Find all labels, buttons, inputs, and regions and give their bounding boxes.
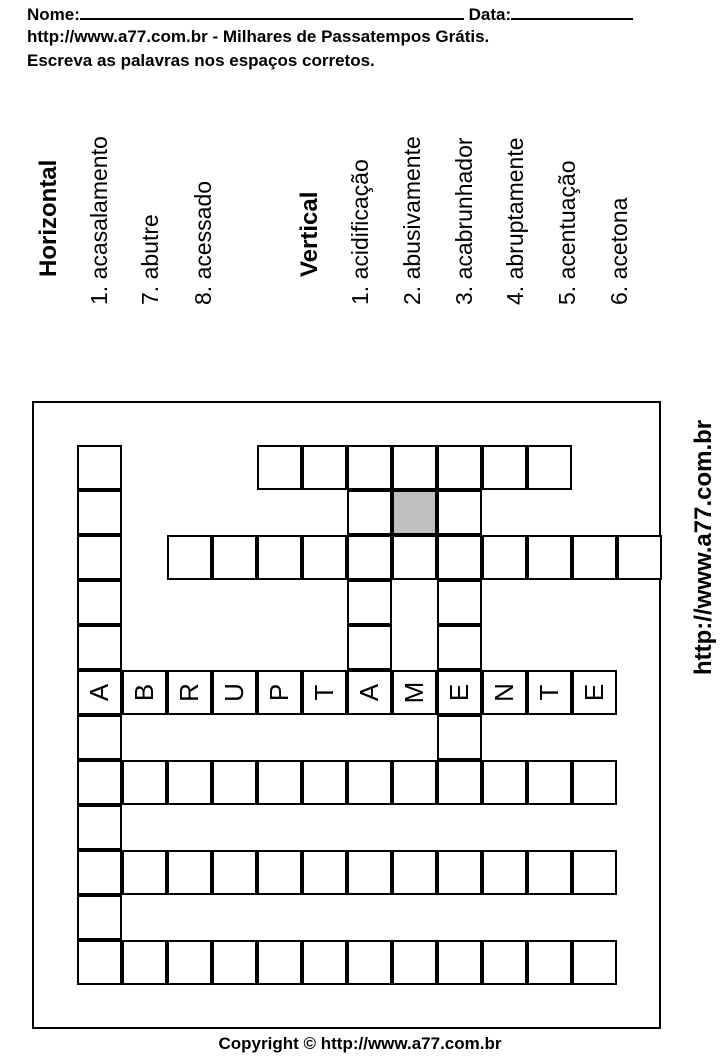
grid-cell[interactable] [347,670,392,715]
name-label: Nome: [27,5,80,24]
grid-cell[interactable] [482,850,527,895]
grid-cell[interactable] [437,940,482,985]
grid-cell[interactable] [527,445,572,490]
shaded-cell[interactable] [392,490,437,535]
grid-cell[interactable] [212,760,257,805]
grid-cell[interactable] [257,535,302,580]
grid-cell[interactable] [482,760,527,805]
grid-cell[interactable] [347,535,392,580]
grid-cell[interactable] [212,670,257,715]
grid-cell[interactable] [437,625,482,670]
site-line: http://www.a77.com.br - Milhares de Passatempos Grátis. [27,27,490,46]
grid-cell[interactable] [347,445,392,490]
grid-cell[interactable] [527,760,572,805]
grid-cell[interactable] [437,760,482,805]
grid-cell[interactable] [437,445,482,490]
grid-cell[interactable] [347,940,392,985]
grid-cell[interactable] [482,940,527,985]
grid-cell[interactable] [212,850,257,895]
grid-cell[interactable] [257,670,302,715]
grid-letter: R [174,683,204,702]
grid-cell[interactable] [392,940,437,985]
grid-cell[interactable] [617,535,662,580]
grid-cell[interactable] [77,625,122,670]
grid-cell[interactable] [77,760,122,805]
grid-cell[interactable] [527,535,572,580]
grid-cell[interactable] [437,580,482,625]
grid-cell[interactable] [77,940,122,985]
grid-cell[interactable] [347,625,392,670]
grid-cell[interactable] [167,760,212,805]
grid-cell[interactable] [77,580,122,625]
grid-cell[interactable] [437,535,482,580]
grid-cell[interactable] [257,940,302,985]
grid-letter: T [534,684,564,701]
grid-cell[interactable] [302,445,347,490]
vertical-clue: 3. acabrunhador [451,137,477,305]
grid-cell[interactable] [77,490,122,535]
horizontal-clue: 7. abutre [137,214,163,305]
grid-cell[interactable] [482,670,527,715]
grid-cell[interactable] [257,850,302,895]
grid-cell[interactable] [302,535,347,580]
grid-cell[interactable] [572,760,617,805]
grid-letter: B [129,683,159,702]
date-label: Data: [468,5,512,24]
grid-cell[interactable] [437,715,482,760]
vertical-title: Vertical [296,191,323,277]
grid-letter: N [489,683,519,702]
vertical-clue: 2. abusivamente [399,136,425,305]
grid-cell[interactable] [122,850,167,895]
grid-cell[interactable] [167,535,212,580]
grid-cell[interactable] [122,670,167,715]
copyright: Copyright © http://www.a77.com.br [218,1034,502,1053]
grid-cell[interactable] [347,760,392,805]
side-url: http://www.a77.com.br [690,419,717,675]
vertical-clue: 1. acidificação [347,159,373,305]
grid-letter: P [264,683,294,702]
grid-cell[interactable] [347,490,392,535]
grid-cell[interactable] [572,850,617,895]
vertical-clue: 5. acentuação [554,160,580,305]
grid-cell[interactable] [212,535,257,580]
grid-cell[interactable] [257,760,302,805]
grid-cell[interactable] [572,535,617,580]
grid-letter: A [354,683,384,702]
vertical-clue: 6. acetona [606,197,632,305]
grid-cell[interactable] [77,535,122,580]
grid-cell[interactable] [77,805,122,850]
grid-letter: M [399,681,429,704]
grid-cell[interactable] [527,670,572,715]
grid-letter: U [219,683,249,702]
grid-cell[interactable] [302,850,347,895]
grid-cell[interactable] [527,940,572,985]
grid-cell[interactable] [527,850,572,895]
grid-cell[interactable] [122,760,167,805]
grid-cell[interactable] [77,670,122,715]
grid-cell[interactable] [167,670,212,715]
instructions: Escreva as palavras nos espaços corretos. [27,51,375,70]
grid-cell[interactable] [392,850,437,895]
grid-cell[interactable] [482,445,527,490]
grid-cell[interactable] [167,850,212,895]
grid-cell[interactable] [482,535,527,580]
grid-cell[interactable] [347,850,392,895]
grid-letter: T [309,684,339,701]
grid-cell[interactable] [167,940,212,985]
grid-cell[interactable] [302,670,347,715]
grid-cell[interactable] [347,580,392,625]
grid-cell[interactable] [212,940,257,985]
grid-cell[interactable] [392,670,437,715]
grid-cell[interactable] [572,940,617,985]
grid-cell[interactable] [77,445,122,490]
grid-cell[interactable] [77,895,122,940]
grid-cell[interactable] [302,940,347,985]
horizontal-clue: 8. acessado [190,180,216,305]
grid-letter: E [444,683,474,702]
grid-cell[interactable] [437,490,482,535]
grid-cell[interactable] [122,940,167,985]
grid-cell[interactable] [392,760,437,805]
clue-list [0,0,720,340]
grid-cell[interactable] [392,535,437,580]
horizontal-title: Horizontal [35,159,62,277]
grid-cell[interactable] [437,670,482,715]
vertical-clue: 4. abruptamente [502,137,528,305]
grid-cell[interactable] [572,670,617,715]
horizontal-clue: 1. acasalamento [86,136,112,305]
grid-cell[interactable] [77,850,122,895]
grid-cell[interactable] [392,445,437,490]
grid-letter: E [579,683,609,702]
grid-letter: A [84,683,114,702]
grid-cell[interactable] [257,445,302,490]
grid-cell[interactable] [302,760,347,805]
grid-cell[interactable] [77,715,122,760]
grid-cell[interactable] [437,850,482,895]
